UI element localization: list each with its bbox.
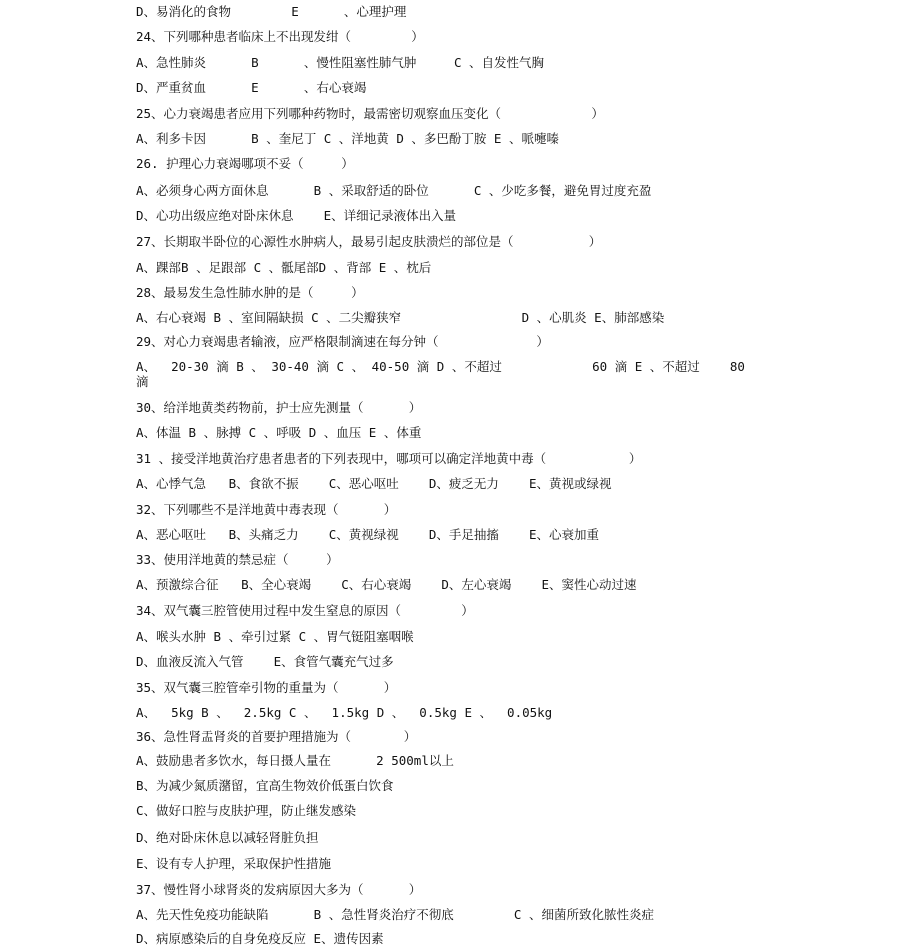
text-line: D、绝对卧床休息以减轻肾脏负担 [136,830,319,845]
text-line: B、为减少氮质潴留，宜高生物效价低蛋白饮食 [136,778,394,793]
question-33: 33、使用洋地黄的禁忌症（ ） [136,552,339,567]
question-25: 25、心力衰竭患者应用下列哪种药物时，最需密切观察血压变化（ ） [136,106,604,121]
text-line: A、急性肺炎 B 、慢性阻塞性肺气肿 C 、自发性气胸 [136,55,545,70]
text-line: D、病原感染后的自身免疫反应 E、遗传因素 [136,931,384,946]
text-line: D、心功出级应绝对卧床休息 E、详细记录液体出入量 [136,208,457,223]
text-line: D、严重贫血 E 、右心衰竭 [136,80,367,95]
text-line: A、预激综合征 B、全心衰竭 C、右心衰竭 D、左心衰竭 E、窦性心动过速 [136,577,637,592]
text-line: D、血液反流入气管 E、食管气囊充气过多 [136,654,394,669]
text-line: A、恶心呕吐 B、头痛乏力 C、黄视绿视 D、手足抽搐 E、心衰加重 [136,527,600,542]
text-line: A、先天性免疫功能缺陷 B 、急性肾炎治疗不彻底 C 、细菌所致化脓性炎症 [136,907,654,922]
question-24: 24、下列哪种患者临床上不出现发绀（ ） [136,29,424,44]
question-31: 31 、接受洋地黄治疗患者患者的下列表现中，哪项可以确定洋地黄中毒（ ） [136,451,642,466]
question-29: 29、对心力衰竭患者输液，应严格限制滴速在每分钟（ ） [136,334,549,349]
question-36: 36、急性肾盂肾炎的首要护理措施为（ ） [136,729,417,744]
text-line: A、必须身心两方面休息 B 、采取舒适的卧位 C 、少吃多餐，避免胃过度充盈 [136,183,652,198]
question-27: 27、长期取半卧位的心源性水肿病人，最易引起皮肤溃烂的部位是（ ） [136,234,602,249]
question-32: 32、下列哪些不是洋地黄中毒表现（ ） [136,502,397,517]
text-line: C、做好口腔与皮肤护理，防止继发感染 [136,803,357,818]
text-line: A、心悸气急 B、食欲不振 C、恶心呕吐 D、疲乏无力 E、黄视或绿视 [136,476,612,491]
text-line: A、右心衰竭 B 、室间隔缺损 C 、二尖瓣狭窄 D 、心肌炎 E、肺部感染 [136,310,665,325]
text-line: A、踝部B 、足跟部 C 、骶尾部D 、背部 E 、枕后 [136,260,432,275]
text-line: A、利多卡因 B 、奎尼丁 C 、洋地黄 D 、多巴酚丁胺 E 、哌嚏嗪 [136,131,559,146]
question-30: 30、给洋地黄类药物前，护士应先测量（ ） [136,400,422,415]
text-line: A、鼓励患者多饮水，每日摄人量在 2 500ml以上 [136,753,454,768]
question-34: 34、双气囊三腔管使用过程中发生窒息的原因（ ） [136,603,474,618]
text-line: A、 5kg B 、 2.5kg C 、 1.5kg D 、 0.5kg E 、 0.05kg [136,705,553,720]
text-line: D、易消化的食物 E 、心理护理 [136,4,407,19]
text-line: A、喉头水肿 B 、牵引过紧 C 、胃气铤阻塞咽喉 [136,629,414,644]
text-line: E、设有专人护理，采取保护性措施 [136,856,332,871]
text-line: A、 20-30 滴 B 、 30-40 滴 C 、 40-50 滴 D 、不超过 60 滴 E 、不超过 80 [136,359,745,374]
question-37: 37、慢性肾小球肾炎的发病原因大多为（ ） [136,882,422,897]
text-line: A、体温 B 、脉搏 C 、呼吸 D 、血压 E 、体重 [136,425,422,440]
question-35: 35、双气囊三腔管牵引物的重量为（ ） [136,680,397,695]
question-28: 28、最易发生急性肺水肿的是（ ） [136,285,364,300]
question-26: 26. 护理心力衰竭哪项不妥（ ） [136,156,354,171]
text-line: 滴 [136,374,149,389]
